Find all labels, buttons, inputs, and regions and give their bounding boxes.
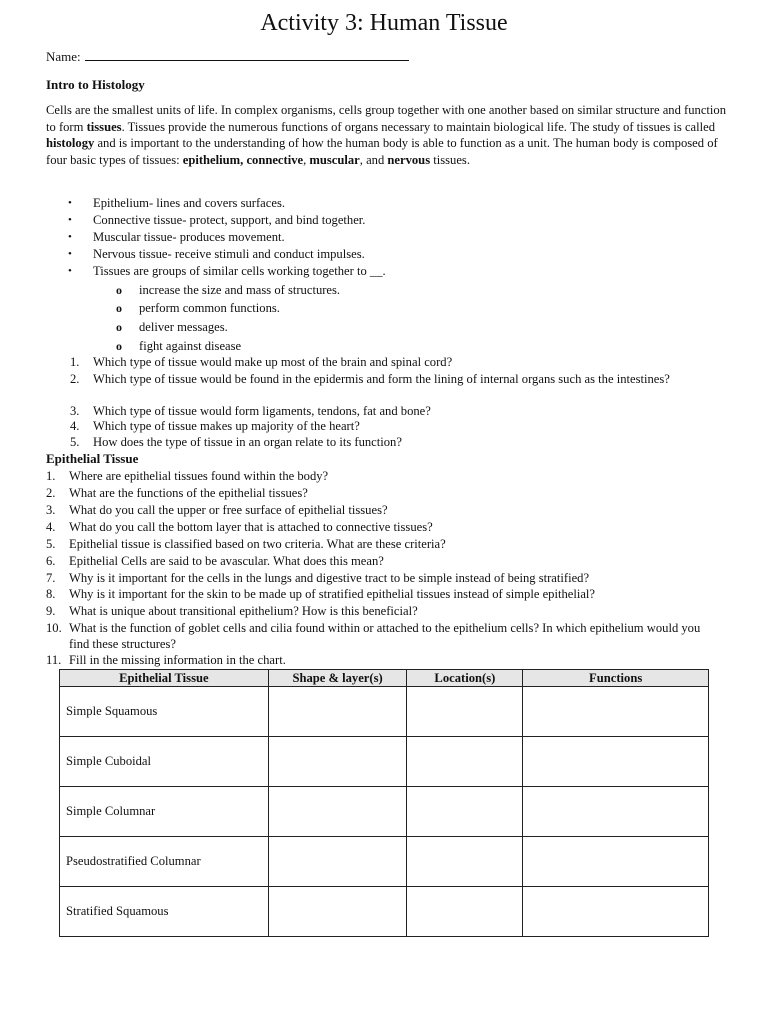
term-nervous: nervous — [387, 152, 431, 167]
tissue-name-cell: Stratified Squamous — [60, 887, 269, 937]
question-number: 4. — [46, 520, 56, 534]
question-number: 7. — [46, 571, 56, 585]
question-text: Epithelial tissue is classified based on two criteria. What are these criteria? — [69, 537, 446, 551]
sub-bullet-icon: o — [116, 301, 122, 315]
question-number: 5. — [46, 537, 56, 551]
epithelial-question — [0, 553, 768, 569]
question-text: How does the type of tissue in an organ relate to its function? — [93, 435, 402, 449]
epithelial-question — [0, 570, 768, 586]
epithelial-heading: Epithelial Tissue — [46, 451, 139, 466]
location-answer-cell[interactable] — [407, 687, 523, 737]
intro-comma-1: , — [240, 152, 247, 167]
sub-bullet-text: perform common functions. — [139, 301, 280, 315]
question-number: 3. — [70, 404, 80, 418]
name-field — [46, 48, 409, 65]
question-text: What is unique about transitional epithelium? How is this beneficial? — [69, 604, 418, 618]
question-text: What do you call the bottom layer that is attached to connective tissues? — [69, 520, 433, 534]
location-answer-cell[interactable] — [407, 737, 523, 787]
bullet-item — [0, 229, 768, 245]
epithelial-question — [0, 468, 768, 484]
function-answer-cell[interactable] — [523, 787, 709, 837]
function-answer-cell[interactable] — [523, 687, 709, 737]
question-text: Epithelial Cells are said to be avascular. What does this mean? — [69, 554, 384, 568]
intro-text-7: tissues. — [430, 152, 470, 167]
question-number: 1. — [46, 469, 56, 483]
sub-bullet-icon: o — [116, 283, 122, 297]
sub-bullet-text: deliver messages. — [139, 320, 228, 334]
epithelial-question — [0, 652, 768, 668]
question-number: 6. — [46, 554, 56, 568]
header-shape-layers: Shape & layer(s) — [268, 670, 407, 687]
bullet-icon: • — [68, 214, 72, 226]
question-number: 3. — [46, 503, 56, 517]
intro-text-1: Cells are the smallest units of life. In complex organisms, cells group together with one another based on similar structure and function to form — [46, 103, 727, 134]
question-text: What do you call the upper or free surface of epithelial tissues? — [69, 503, 388, 517]
tissue-name-cell: Simple Squamous — [60, 687, 269, 737]
header-locations: Location(s) — [407, 670, 523, 687]
bullet-text: Nervous tissue- receive stimuli and conduct impulses. — [93, 247, 365, 261]
intro-question — [0, 354, 768, 370]
page-title: Activity 3: Human Tissue — [260, 10, 508, 36]
table-row — [60, 837, 709, 887]
tissue-name-cell: Simple Columnar — [60, 787, 269, 837]
shape-answer-cell[interactable] — [268, 687, 407, 737]
term-connective: connective — [246, 152, 304, 167]
epithelial-question — [0, 603, 768, 619]
question-number: 9. — [46, 604, 56, 618]
question-number: 11. — [46, 653, 62, 667]
question-text: Which type of tissue makes up majority of the heart? — [93, 419, 360, 433]
intro-text-3: and is important to the understanding of how the human body is able to function as a unit. The human body is composed of four basic types of tissues: — [46, 136, 718, 167]
name-label: Name: — [46, 49, 81, 64]
location-answer-cell[interactable] — [407, 787, 523, 837]
intro-comma-2: , — [303, 152, 310, 167]
bullet-text: Muscular tissue- produces movement. — [93, 230, 285, 244]
question-text: Which type of tissue would be found in the epidermis and form the lining of internal organs such as the intestines? — [93, 372, 670, 386]
bullet-text: Tissues are groups of similar cells working together to __. — [93, 264, 386, 278]
table-header-row — [60, 670, 709, 687]
sub-bullet-text: fight against disease — [139, 339, 242, 353]
epithelial-question — [0, 536, 768, 552]
sub-bullet-item — [0, 300, 768, 316]
bullet-icon: • — [68, 265, 72, 277]
shape-answer-cell[interactable] — [268, 787, 407, 837]
question-number: 10. — [46, 621, 62, 635]
name-blank-line[interactable] — [85, 48, 409, 61]
question-text: Why is it important for the cells in the lungs and digestive tract to be simple instead of being stratified? — [69, 571, 590, 585]
function-answer-cell[interactable] — [523, 887, 709, 937]
question-number: 2. — [46, 486, 56, 500]
bullet-text: Epithelium- lines and covers surfaces. — [93, 196, 285, 210]
epithelial-question — [0, 586, 768, 602]
epithelial-question — [0, 502, 768, 518]
bullet-text: Connective tissue- protect, support, and bind together. — [93, 213, 366, 227]
table-row — [60, 687, 709, 737]
bullet-item — [0, 263, 768, 279]
header-epithelial-tissue: Epithelial Tissue — [60, 670, 269, 687]
intro-question — [0, 403, 768, 419]
question-text: Fill in the missing information in the chart. — [69, 653, 286, 667]
sub-bullet-item — [0, 319, 768, 335]
tissue-name-cell: Simple Cuboidal — [60, 737, 269, 787]
bullet-icon: • — [68, 231, 72, 243]
term-epithelium: epithelium — [182, 152, 241, 167]
question-text: Where are epithelial tissues found within the body? — [69, 469, 329, 483]
intro-question — [0, 371, 768, 403]
question-number: 5. — [70, 435, 80, 449]
intro-text-6: , and — [359, 152, 388, 167]
epithelial-question — [0, 485, 768, 501]
question-number: 2. — [70, 372, 80, 386]
epithelial-question — [0, 620, 768, 652]
question-text: Why is it important for the skin to be made up of stratified epithelial tissues instead of simple epithelial? — [69, 587, 596, 601]
location-answer-cell[interactable] — [407, 887, 523, 937]
intro-text-2: . Tissues provide the numerous functions of organs necessary to maintain biological life. The study of tissues is called — [121, 119, 716, 134]
question-text: Which type of tissue would make up most of the brain and spinal cord? — [93, 355, 453, 369]
term-histology: histology — [46, 136, 95, 151]
header-functions: Functions — [523, 670, 709, 687]
table-row — [60, 737, 709, 787]
intro-heading: Intro to Histology — [46, 77, 145, 92]
bullet-item — [0, 212, 768, 228]
shape-answer-cell[interactable] — [268, 887, 407, 937]
sub-bullet-icon: o — [116, 320, 122, 334]
table-row — [60, 887, 709, 937]
question-number: 4. — [70, 419, 80, 433]
intro-question — [0, 418, 768, 434]
table-row — [60, 787, 709, 837]
function-answer-cell[interactable] — [523, 837, 709, 887]
intro-question — [0, 434, 768, 450]
sub-bullet-icon: o — [116, 339, 122, 353]
function-answer-cell[interactable] — [523, 737, 709, 787]
bullet-item — [0, 246, 768, 262]
bullet-icon: • — [68, 197, 72, 209]
sub-bullet-item — [0, 282, 768, 298]
shape-answer-cell[interactable] — [268, 837, 407, 887]
question-text: What are the functions of the epithelial tissues? — [69, 486, 308, 500]
shape-answer-cell[interactable] — [268, 737, 407, 787]
bullet-icon: • — [68, 248, 72, 260]
bullet-item — [0, 195, 768, 211]
intro-paragraph — [46, 102, 726, 168]
term-tissues: tissues — [86, 119, 122, 134]
question-text: What is the function of goblet cells and cilia found within or attached to the epithelium cells? In which epithelium would you find these structures? — [69, 621, 701, 651]
location-answer-cell[interactable] — [407, 837, 523, 887]
sub-bullet-text: increase the size and mass of structures. — [139, 283, 341, 297]
sub-bullet-item — [0, 338, 768, 354]
question-number: 8. — [46, 587, 56, 601]
question-number: 1. — [70, 355, 80, 369]
term-muscular: muscular — [309, 152, 360, 167]
question-text: Which type of tissue would form ligaments, tendons, fat and bone? — [93, 404, 431, 418]
epithelial-chart-table — [59, 669, 709, 937]
epithelial-question — [0, 519, 768, 535]
tissue-name-cell: Pseudostratified Columnar — [60, 837, 269, 887]
